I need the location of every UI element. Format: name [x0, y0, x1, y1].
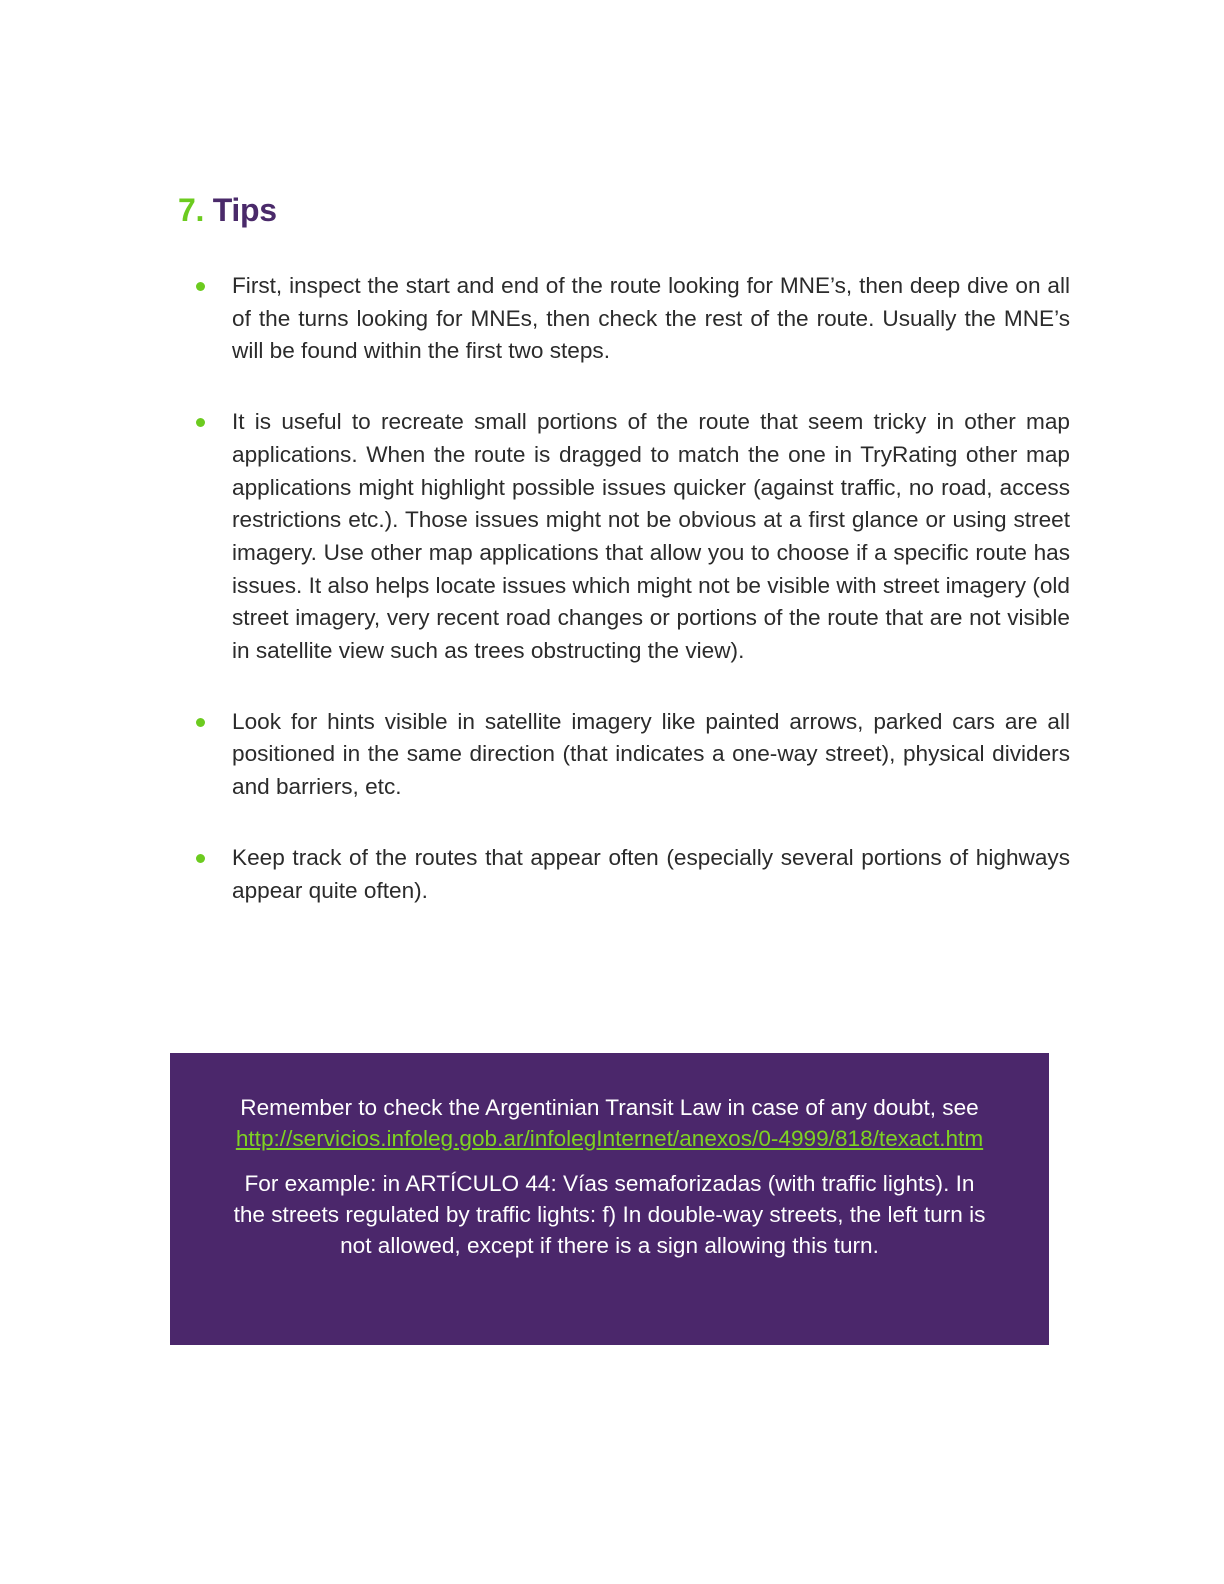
tip-item	[232, 706, 1070, 804]
bullet-dot-icon	[196, 854, 205, 863]
bullet-dot-icon	[196, 718, 205, 727]
callout-intro	[230, 1092, 989, 1154]
section-number: 7.	[178, 192, 205, 228]
tip-text: First, inspect the start and end of the route looking for MNE’s, then deep dive on all of the turns looking for MNEs, then check the rest of the route. Usually the MNE’s will be found within the first two steps.	[232, 273, 1070, 364]
tips-list	[232, 270, 1070, 945]
tip-text: It is useful to recreate small portions of the route that seem tricky in other map applications. When the route is dragged to match the one in TryRating other map applications might highlight possible issues quicker (against traffic, no road, access restrictions etc.). Those issues might not be obvious at a first glance or using street imagery. Use other map applications that allow you to choose if a specific route has issues. It also helps locate issues which might not be visible with street imagery (old street imagery, very recent road changes or portions of the route that are not visible in satellite view such as trees obstructing the view).	[232, 409, 1070, 664]
tip-item	[232, 406, 1070, 668]
section-title: Tips	[212, 192, 277, 228]
bullet-dot-icon	[196, 418, 205, 427]
callout-intro-text: Remember to check the Argentinian Transit Law in case of any doubt, see	[240, 1095, 979, 1120]
bullet-dot-icon	[196, 282, 205, 291]
tip-item	[232, 842, 1070, 907]
callout-example: For example: in ARTÍCULO 44: Vías semaforizadas (with traffic lights). In the streets regulated by traffic lights: f) In double-way streets, the left turn is not allowed, except if there is a sign allowing this turn.	[233, 1171, 986, 1258]
transit-law-callout	[170, 1053, 1049, 1345]
tip-text: Keep track of the routes that appear often (especially several portions of highways appear quite often).	[232, 844, 1070, 903]
transit-law-link[interactable]: http://servicios.infoleg.gob.ar/infolegInternet/anexos/0-4999/818/texact.htm	[235, 1126, 984, 1151]
tip-text: Look for hints visible in satellite imagery like painted arrows, parked cars are all positioned in the same direction (that indicates a one-way street), physical dividers and barriers, etc.	[232, 708, 1070, 800]
tip-item	[232, 270, 1070, 368]
section-heading	[178, 190, 277, 230]
